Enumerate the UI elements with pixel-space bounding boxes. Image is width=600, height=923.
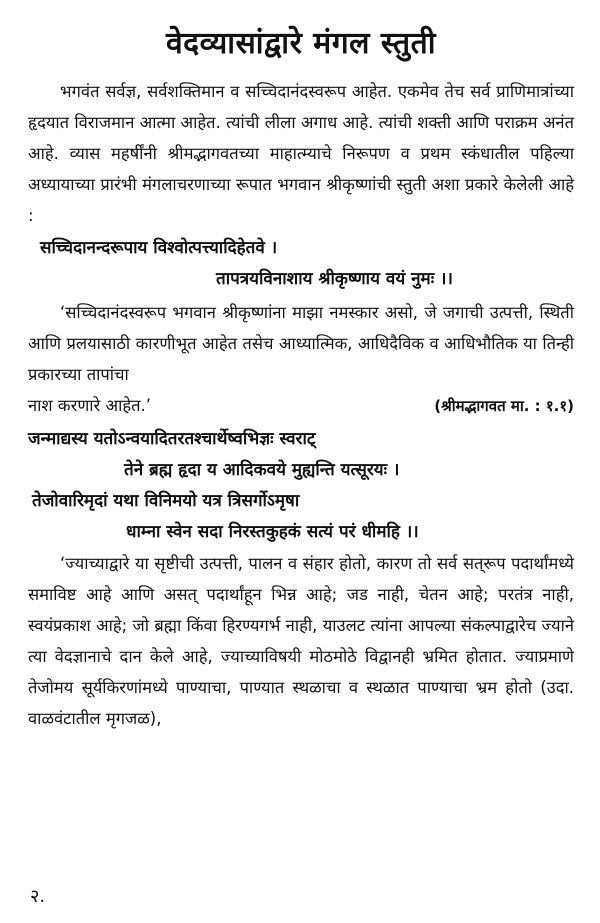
verse-1-line-1: सच्चिदानन्दरूपाय विश्वोत्पत्त्यादिहेतवे ।	[40, 238, 278, 258]
translation-1-last-line	[28, 390, 574, 422]
verse-2-line-3: तेजोवारिमृदां यथा विनिमयो यत्र त्रिसर्गोऽमृषा	[32, 491, 300, 511]
translation-1-body: ‘सच्चिदानंदस्वरूप भगवान श्रीकृष्णांना माझा नमस्कार असो, जे जगाची उत्पत्ती, स्थिती आणि प्रलयासाठी कारणीभूत आहेत तसेच आध्यात्मिक, आधिदैविक व आधिभौतिक या तिन्ही प्रकारच्या तापांचा	[28, 303, 574, 384]
page-title: वेदव्यासांद्वारे मंगल स्तुती	[165, 26, 437, 61]
translation-1-end: नाश करणारे आहेत.’	[28, 396, 152, 415]
verse-2-line-2: तेने ब्रह्म हृदा य आदिकवये मुह्यन्ति यत्सूरयः ।	[124, 460, 400, 480]
translation-2-paragraph: ‘ज्याच्याद्वारे या सृष्टीची उत्पत्ती, पालन व संहार होतो, कारण तो सर्व सत्‌रूप पदार्थांमध्ये समाविष्ट आहे आणि असत् पदार्थांहून भिन्न आहे; जड नाही, चेतन आहे; परतंत्र नाही, स्वयंप्रकाश आहे; जो ब्रह्मा किंवा हिरण्यगर्भ नाही, याउलट त्यांना आपल्या संकल्पाद्वारेच ज्याने त्या वेदज्ञानाचे दान केले आहे, ज्याच्याविषयी मोठमोठे विद्वानही भ्रमित होतात. ज्याप्रमाणे तेजोमय सूर्यकिरणांमध्ये पाण्याचा, पाण्यात स्थळाचा व स्थळात पाण्याचा भ्रम होतो (उदा. वाळवंटातील मृगजळ),	[28, 554, 574, 728]
verse-1-line-2: तापत्रयविनाशाय श्रीकृष्णाय वयं नुमः ।।	[216, 269, 453, 289]
verse-2-line-1: जन्माद्यस्य यतोऽन्वयादितरतश्चार्थेष्वभिज्ञः स्वराट्	[28, 429, 316, 449]
page-number: २.	[30, 886, 46, 907]
intro-paragraph: भगवंत सर्वज्ञ, सर्वशक्तिमान व सच्चिदानंदस्वरूप आहेत. एकमेव तेच सर्व प्राणिमात्रांच्या हृदयात विराजमान आत्मा आहेत. त्यांची लीला अगाध आहे. त्यांची शक्ती आणि पराक्रम अनंत आहे. व्यास महर्षींनी श्रीमद्भागवतच्या माहात्म्याचे निरूपण व प्रथम स्कंधातील पहिल्या अध्यायाच्या प्रारंभी मंगलाचरणाच्या रूपात भगवान श्रीकृष्णांची स्तुती अशा प्रकारे केलेली आहे :	[28, 82, 574, 225]
verse-2-line-4: धाम्ना स्वेन सदा निरस्तकुहकं सत्यं परं धीमहि ।।	[126, 522, 419, 542]
translation-1	[28, 297, 574, 422]
scripture-reference: (श्रीमद्भागवत मा. : १.१)	[434, 397, 574, 415]
